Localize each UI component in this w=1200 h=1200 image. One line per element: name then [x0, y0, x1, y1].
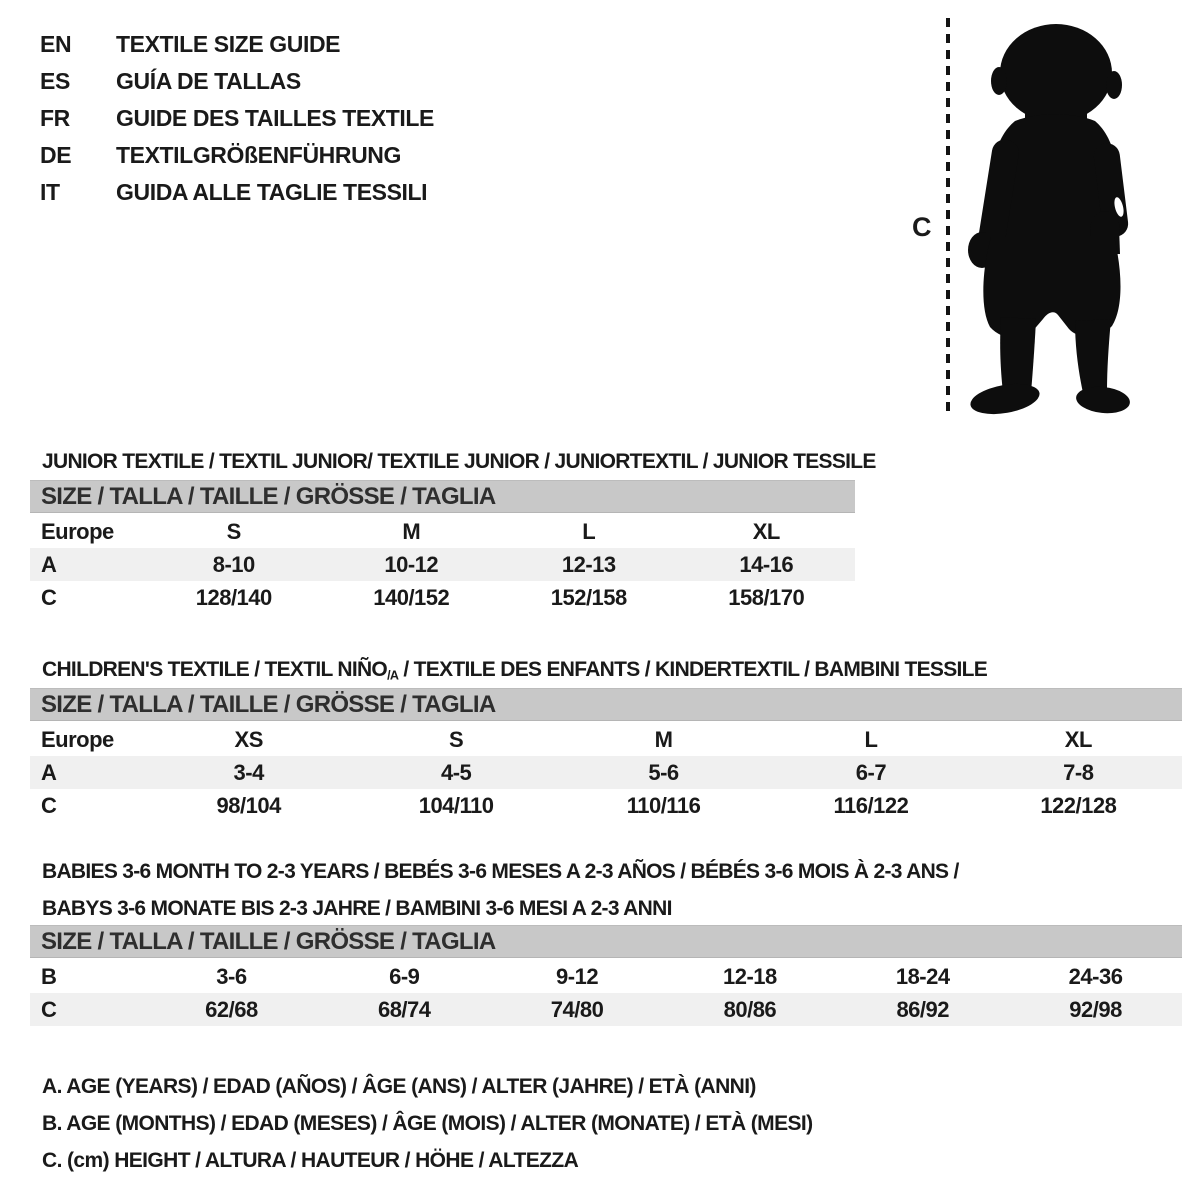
height-cell: 98/104 — [216, 792, 281, 818]
height-measure-label: C — [912, 212, 932, 242]
babies-title-line1: BABIES 3-6 MONTH TO 2-3 YEARS / BEBÉS 3-6 MESES A 2-3 AÑOS / BÉBÉS 3-6 MOIS À 2-3 ANS / — [42, 860, 959, 884]
lang-code: IT — [40, 179, 60, 205]
height-cell: 80/86 — [723, 996, 777, 1022]
row-label: Europe — [41, 726, 114, 752]
age-cell: 24-36 — [1068, 963, 1123, 989]
age-cell: 10-12 — [384, 551, 439, 577]
table-row-age-years — [30, 548, 855, 581]
legend-line-b: B. AGE (MONTHS) / EDAD (MESES) / ÂGE (MOIS) / ALTER (MONATE) / ETÀ (MESI) — [42, 1112, 813, 1135]
size-cell: S — [449, 726, 464, 752]
guide-title-en: TEXTILE SIZE GUIDE — [116, 31, 341, 57]
age-cell: 8-10 — [212, 551, 255, 577]
age-cell: 18-24 — [895, 963, 950, 989]
size-cell: L — [582, 518, 596, 544]
row-label: Europe — [41, 518, 114, 544]
row-label: C — [41, 792, 57, 818]
table-row-height-cm — [30, 993, 1182, 1026]
row-label: B — [41, 963, 57, 989]
lang-row-de — [40, 137, 434, 174]
table-row-age-months — [30, 960, 1182, 993]
guide-title-de: TEXTILGRÖßENFÜHRUNG — [116, 142, 401, 168]
lang-row-es — [40, 63, 434, 100]
babies-section-title — [42, 853, 959, 927]
size-cell: M — [402, 518, 421, 544]
guide-title-fr: GUIDE DES TAILLES TEXTILE — [116, 105, 434, 131]
size-cell: XL — [1064, 726, 1092, 752]
age-cell: 12-18 — [723, 963, 777, 989]
legend-line-a: A. AGE (YEARS) / EDAD (AÑOS) / ÂGE (ANS) / ALTER (JAHRE) / ETÀ (ANNI) — [42, 1075, 756, 1098]
height-cell: 116/122 — [833, 792, 909, 818]
row-label: C — [41, 584, 57, 610]
guide-title-it: GUIDA ALLE TAGLIE TESSILI — [116, 179, 428, 205]
height-cell: 140/152 — [373, 584, 450, 610]
guide-title-es: GUÍA DE TALLAS — [116, 68, 301, 94]
age-cell: 12-13 — [561, 551, 616, 577]
lang-row-fr — [40, 100, 434, 137]
age-cell: 4-5 — [440, 759, 472, 785]
height-cell: 92/98 — [1069, 996, 1122, 1022]
table-row-europe — [30, 723, 1182, 756]
junior-size-header-bar: SIZE / TALLA / TAILLE / GRÖSSE / TAGLIA — [30, 480, 855, 513]
age-cell: 3-6 — [216, 963, 247, 989]
size-cell: XL — [752, 518, 780, 544]
height-cell: 74/80 — [550, 996, 604, 1022]
babies-size-table — [30, 960, 1182, 1026]
legend-block — [42, 1068, 813, 1179]
age-cell: 6-7 — [855, 759, 887, 785]
age-cell: 6-9 — [389, 963, 420, 989]
table-row-height-cm — [30, 581, 855, 614]
height-cell: 152/158 — [550, 584, 627, 610]
height-cell: 68/74 — [377, 996, 431, 1022]
age-cell: 9-12 — [556, 963, 599, 989]
children-title-subscript: /A — [387, 668, 399, 683]
size-cell: S — [226, 518, 241, 544]
lang-row-en — [40, 26, 434, 63]
height-cell: 86/92 — [896, 996, 949, 1022]
language-title-block — [40, 26, 434, 211]
table-row-age-years — [30, 756, 1182, 789]
children-size-header-bar: SIZE / TALLA / TAILLE / GRÖSSE / TAGLIA — [30, 688, 1182, 721]
size-cell: L — [864, 726, 878, 752]
toddler-silhouette-icon — [955, 18, 1155, 420]
row-label: A — [41, 551, 57, 577]
age-cell: 14-16 — [739, 551, 794, 577]
height-cell: 110/116 — [626, 792, 701, 818]
age-cell: 3-4 — [233, 759, 264, 785]
height-cell: 104/110 — [418, 792, 494, 818]
lang-row-it — [40, 174, 434, 211]
row-label: C — [41, 996, 57, 1022]
height-cell: 122/128 — [1040, 792, 1117, 818]
row-label: A — [41, 759, 57, 785]
lang-code: ES — [40, 68, 70, 94]
lang-code: EN — [40, 31, 72, 57]
table-row-europe — [30, 515, 855, 548]
babies-size-header-bar: SIZE / TALLA / TAILLE / GRÖSSE / TAGLIA — [30, 925, 1182, 958]
children-section-title — [42, 658, 987, 683]
junior-section-title: JUNIOR TEXTILE / TEXTIL JUNIOR/ TEXTILE JUNIOR / JUNIORTEXTIL / JUNIOR TESSILE — [42, 450, 876, 474]
height-cell: 158/170 — [728, 584, 805, 610]
age-cell: 7-8 — [1063, 759, 1094, 785]
height-cell: 128/140 — [195, 584, 272, 610]
size-cell: XS — [234, 726, 263, 752]
junior-size-table — [30, 515, 855, 614]
age-cell: 5-6 — [648, 759, 679, 785]
children-size-table — [30, 723, 1182, 822]
babies-title-line2: BABYS 3-6 MONATE BIS 2-3 JAHRE / BAMBINI 3-6 MESI A 2-3 ANNI — [42, 897, 672, 921]
height-cell: 62/68 — [205, 996, 258, 1022]
lang-code: DE — [40, 142, 72, 168]
size-cell: M — [654, 726, 673, 752]
legend-line-c: C. (cm) HEIGHT / ALTURA / HAUTEUR / HÖHE / ALTEZZA — [42, 1149, 579, 1172]
table-row-height-cm — [30, 789, 1182, 822]
children-title-rest: / TEXTILE DES ENFANTS / KINDERTEXTIL / BAMBINI TESSILE — [398, 658, 988, 682]
children-title-main: CHILDREN'S TEXTILE / TEXTIL NIÑO — [42, 658, 388, 682]
height-measure-dashed-line — [946, 18, 950, 416]
lang-code: FR — [40, 105, 70, 131]
